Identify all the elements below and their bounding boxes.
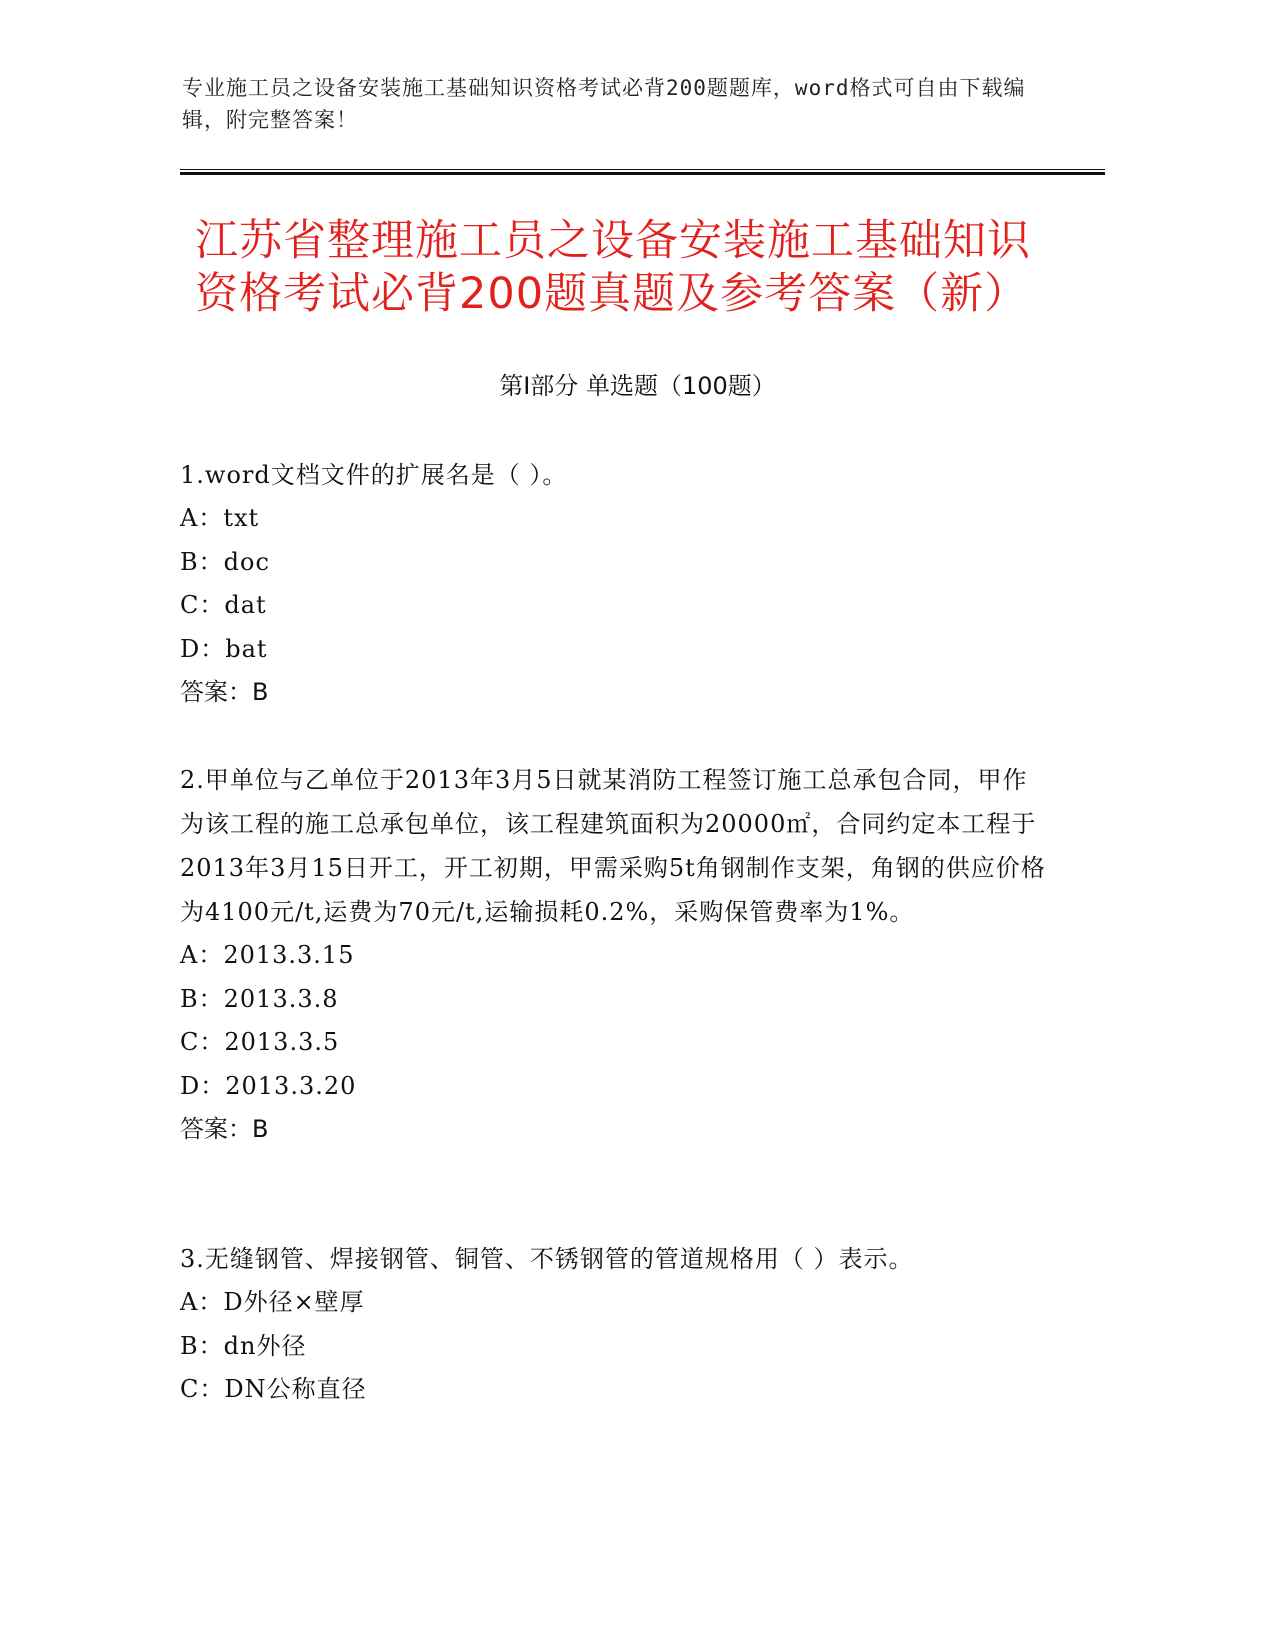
option-c: C：DN公称直径 (180, 1375, 367, 1403)
option-a: A：txt (180, 504, 260, 532)
header-rule-thin (180, 169, 1105, 170)
option-d: D：bat (180, 634, 268, 663)
option-b: B：doc (180, 547, 270, 576)
question-text: 2.甲单位与乙单位于2013年3月5日就某消防工程签订施工总承包合同，甲作为该工程的施工总承包单位，该工程建筑面积为20000㎡，合同约定本工程于2013年3月15日开工，开工初期，甲需采购5t角钢制作支架，角钢的供应价格为4100元/t,运费为70元/t,运输损耗0.2%，采购保管费率为1%。 (180, 766, 1046, 926)
option-b: B：2013.3.8 (180, 984, 339, 1013)
answer: 答案：B (180, 678, 269, 706)
document-title: 江苏省整理施工员之设备安装施工基础知识资格考试必背200题真题及参考答案（新） (195, 216, 1031, 319)
header-rule-thick (180, 172, 1105, 175)
option-a: A：D外径×壁厚 (180, 1288, 365, 1316)
section-title: 第Ⅰ部分 单选题（100题） (499, 372, 776, 400)
answer: 答案：B (180, 1115, 269, 1143)
question-1 (180, 453, 1050, 714)
option-c: C：dat (180, 591, 267, 619)
option-d: D：2013.3.20 (180, 1071, 357, 1100)
question-2 (180, 758, 1050, 1151)
question-3 (180, 1237, 1050, 1412)
option-a: A：2013.3.15 (180, 941, 355, 969)
header-note: 专业施工员之设备安装施工基础知识资格考试必背200题题库，word格式可自由下载编辑，附完整答案！ (182, 76, 1026, 132)
option-b: B：dn外径 (180, 1331, 307, 1360)
question-text: 1.word文档文件的扩展名是（ ）。 (180, 461, 568, 489)
question-text: 3.无缝钢管、焊接钢管、铜管、不锈钢管的管道规格用（ ）表示。 (180, 1245, 914, 1273)
option-c: C：2013.3.5 (180, 1028, 340, 1056)
